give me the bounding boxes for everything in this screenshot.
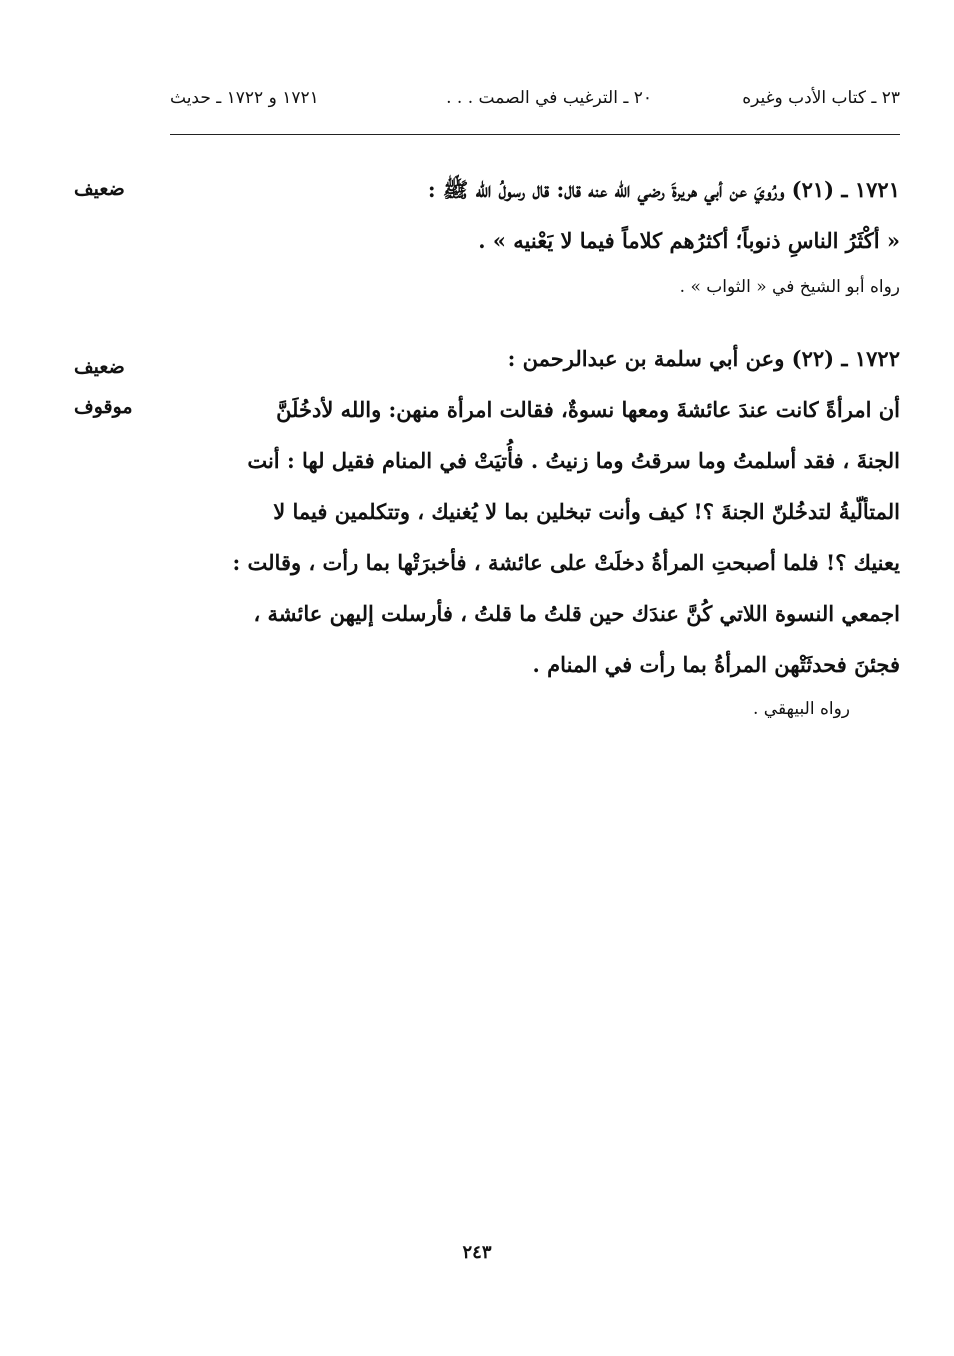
grade-mawquf: موقوف <box>74 396 133 418</box>
hadith-1722-line-3: الجنةَ ، فقد أسلمتُ وما سرقتُ وما زنيتُ . فأُتيَتْ في المنام فقيل لها : أنت <box>247 448 900 473</box>
header-section: ٢٠ ـ الترغيب في الصمت . . . <box>446 88 652 108</box>
hadith-1722-line-2: أن امرأةً كانت عندَ عائشةَ ومعها نسوةٌ، فقالت امرأة منهن: والله لأدخُلَنَّ <box>276 397 900 422</box>
hadith-1721 <box>170 164 900 302</box>
header-divider <box>170 134 900 135</box>
grade-label-1722 <box>74 347 144 427</box>
hadith-1721-source: رواه أبو الشيخ في « الثواب » . <box>679 277 900 297</box>
header-chapter: ٢٣ ـ كتاب الأدب وغيره <box>742 88 900 108</box>
header-hadith-range: ١٧٢١ و ١٧٢٢ ـ حديث <box>170 88 319 108</box>
running-header <box>170 88 900 116</box>
hadith-1722-line-4: المتألّيةُ لتدخُلنّ الجنةَ ؟! كيف وأنت تبخلين بما لا يُغنيك ، وتتكلمين فيما لا <box>273 499 900 524</box>
page-number: ٢٤٣ <box>462 1242 492 1263</box>
hadith-1721-line-2: « أكْثَرُ الناسِ ذنوباً؛ أكثرُهم كلاماً فيما لا يَعْنيه » . <box>478 228 900 253</box>
hadith-1721-line-1: ١٧٢١ ـ (٢١) ورُويَ عن أبي هريرةَ رضي الله عنه قال: قال رسولُ الله ﷺ : <box>427 177 900 202</box>
hadith-1722-line-5: يعنيك ؟! فلما أصبحتِ المرأةُ دخلَتْ على عائشة ، فأخبرَتْها بما رأت ، وقالت : <box>232 550 900 575</box>
grade-label-1721 <box>74 178 144 200</box>
hadith-1722-line-1: ١٧٢٢ ـ (٢٢) وعن أبي سلمة بن عبدالرحمن : <box>507 346 900 371</box>
hadith-1722 <box>170 333 900 724</box>
hadith-1722-line-6: اجمعي النسوة اللاتي كُنَّ عندَك حين قلتُ ما قلتُ ، فأرسلت إليهن عائشة ، <box>253 601 900 626</box>
grade-weak: ضعيف <box>74 178 125 200</box>
grade-weak: ضعيف <box>74 356 125 378</box>
hadith-1722-line-7: فجئنَ فحدثَتْهن المرأةُ بما رأت في المنام . <box>532 652 900 677</box>
hadith-1722-source: رواه البيهقي . <box>752 699 850 719</box>
